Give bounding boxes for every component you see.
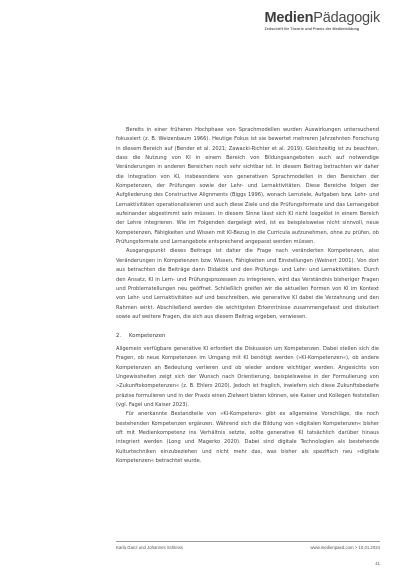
page-number: 41 <box>375 561 380 566</box>
body-paragraph: Für anerkannte Bestandteile von »KI-Kompetenz« gibt es allgemeine Vorschläge, die noch bestehenden Kompetenzen ergänzen. Während sich die Bildung von »digitalen Kompetenzen« bisher oft mit Medienkompetenz ins Verhältnis setzte, sollte generative KI tatsächlich darüber hinaus integriert werden (Long und Magerko 2020). Dabei sind digitale Technologien als bestehende Kulturtechniken einzubeziehen und nicht mehr das, was bisher als spezifisch neu »digitale Kompetenzen« betrachtet wurde. <box>116 411 379 465</box>
logo-word-paedagogik: Pädagogik <box>313 10 380 26</box>
section-number: 2. <box>116 332 122 339</box>
footer-url: www.medienpaed.com > 10.01.2024 <box>310 545 380 550</box>
logo-word-medien: Medien <box>264 10 314 26</box>
body-paragraph: Bereits in einer früheren Hochphase von Sprachmodellen wurden Auswirkungen untersuchend fokussiert (z. B. Weizenbaum 1966). Heutige Fokus ist sie bewertet mehreren Jahrzehnten Forschung in diesem Bereich auf (Bender et al. 2021; Zawacki-Richter et al. 2019). Gleichzeitig ist zu beachten, dass die Nutzung von KI in einem Bereich von Bildungsangeboten auch auf notwendige Veränderungen in anderen Bereichen noch sehr sichtbar ist. In diesem Beitrag betrachten wir daher die Integration von KI, insbesondere von generativen Sprachmodellen in den Bereichen der Kompetenzen, der Prüfungen sowie der Lehr- und Lernaktivitäten. Diese Bereiche folgen der Aufgliederung des Constructive Alignments (Biggs 1996), wonach Lernziele, Aufgaben bzw. Lehr- und Lernaktivitäten operationalisieren und auch diese Ziele und die Prüfungsformate und das Lernangebot aufeinander abgestimmt sein müssen. In diesem Sinne lässt sich KI nicht losgelöst in einem Bereich der Lehre integrieren. Wie im Folgenden dargelegt wird, ist es beispielsweise nicht sinnvoll, neue Kompetenzen, Fähigkeiten und Wissen mit KI-Bezug in die Curricula aufzunehmen, ohne zu prüfen, ob Prüfungsformate und Lernangebote entsprechend angepasst werden müssen. <box>116 127 379 246</box>
section-title: Kompetenzen <box>129 332 166 339</box>
journal-tagline: Zeitschrift für Theorie und Praxis der Medienbildung <box>264 27 360 31</box>
journal-logo <box>265 10 380 26</box>
article-body <box>116 126 379 466</box>
section-heading <box>116 332 379 341</box>
page-footer <box>116 541 380 550</box>
spacer <box>116 322 379 331</box>
body-paragraph: Allgemein verfügbare generative KI erfordert die Diskussion um Kompetenzen. Dabei stellen sich die Fragen, ob neue Kompetenzen im Umgang mit KI benötigt werden (»KI-Kompetenzen«), ob andere Kompetenzen an Bedeutung verlieren und ob wieder andere wichtiger werden. Angesichts von Ungewissheiten zeigt sich der Wunsch nach Orientierung, beispielsweise in der Formulierung von »Zukunftskompetenzen« (z. B. Ehlers 2020). Jedoch ist fraglich, inwiefern sich diese Zukunftsbedarfe präzise formulieren und in der Praxis einen Zielwert bieten können, wie Kaiser und Kollegen feststellen (vgl. Fagel und Kaiser 2023). <box>116 345 379 408</box>
masthead <box>265 10 380 31</box>
body-paragraph: Ausgangspunkt dieses Beitrags ist daher die Frage nach veränderten Kompetenzen, also Veränderungen in Kompetenzen bzw. Wissen, Fähigkeiten und Einstellungen (Weinert 2001). Von dort aus betrachten die Beiträge dann Didaktik und den Prüfungs- und Lehr- und Lernaktivitäten. Durch den Ansatz, KI in Lern- und Prüfungsprozessen zu integrieren, wird das Verständnis bisheriger Fragen und Problemstellungen neu geöffnet. Schließlich greifen wir die aktuellen Formen von KI im Kontext von Lehr- und Lernaktivitäten auf und beschreiben, wie generative KI dabei die Verzahnung und den Rahmen wirkt. Abschließend werden die wichtigsten Erkenntnisse zusammengefasst und diskutiert sowie auf weitere Fragen, die sich aus diesem Beitrag ergeben, verwiesen. <box>116 248 379 320</box>
footer-authors: Karla Ganz und Johannes Schleiss <box>116 545 183 550</box>
